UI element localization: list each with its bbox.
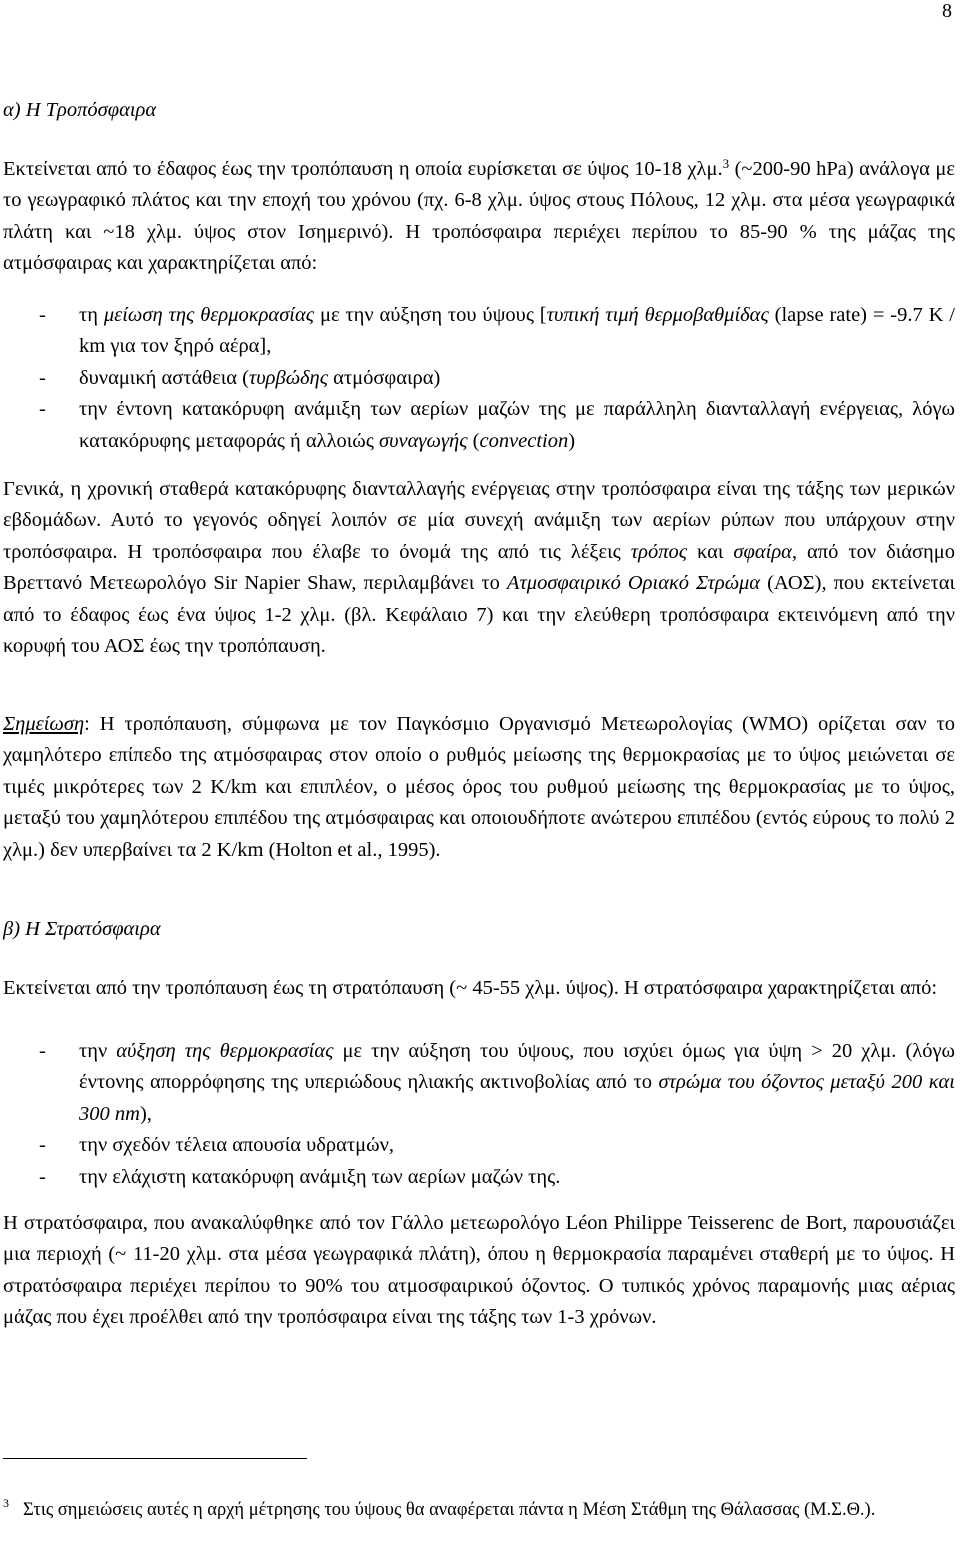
list-item: - την ελάχιστη κατακόρυφη ανάμιξη των αερίων μαζών της. <box>39 1165 561 1188</box>
stratosphere-characteristics-list <box>3 1036 955 1193</box>
list-item: - την σχεδόν τέλεια απουσία υδρατμών, <box>39 1134 395 1157</box>
paragraph-stratosphere-discovery: Η στρατόσφαιρα, που ανακαλύφθηκε από τον Γάλλο μετεωρολόγο Léon Philippe Teisserenc de Bort, παρουσιάζει μια περιοχή (~ 11-20 χλμ. στα μέσα γεωγραφικά πλάτη), όπου η θερμοκρασία παραμένει σταθερή με το ύψος. Η στρατόσφαιρα περιέχει περίπου το 90% του ατμοσφαιρικού όζοντος. Ο τυπικός χρόνος παραμονής μιας αέριας μάζας που έχει προέλθει από την τροπόσφαιρα είναι της τάξης των 1-3 χρόνων. <box>3 1212 955 1329</box>
troposphere-characteristics-list <box>3 300 955 457</box>
footnote-separator <box>3 1458 307 1459</box>
heading-stratosphere: β) Η Στρατόσφαιρα <box>3 918 161 940</box>
list-item: - την έντονη κατακόρυφη ανάμιξη των αερίων μαζών της με παράλληλη διανταλλαγή ενέργειας, λόγω κατακόρυφης μεταφοράς ή αλλοιώς συναγωγής (convection) <box>39 398 955 452</box>
list-item: - την αύξηση της θερμοκρασίας με την αύξηση του ύψους, που ισχύει όμως για ύψη > 20 χλμ. (λόγω έντονης απορρόφησης της υπεριώδους ηλιακής ακτινοβολίας από το στρώμα του όζοντος μεταξύ 200 και 300 nm), <box>39 1040 956 1125</box>
footnote: $^3$ Στις σημειώσεις αυτές η αρχή μέτρησης του ύψους θα αναφέρεται πάντα η Μέση Στάθμη της Θάλασσας (Μ.Σ.Θ.). <box>3 1496 876 1520</box>
note-label: Σημείωση <box>3 713 85 735</box>
paragraph-troposphere-intro: Εκτείνεται από το έδαφος έως την τροπόπαυση η οποία ευρίσκεται σε ύψος 10-18 χλμ.$^3$ (~200-90 hPa) ανάλογα με το γεωγραφικό πλάτος και την εποχή του χρόνου (πχ. 6-8 χλμ. ύψος στους Πόλους, 12 χλμ. στα μέσα γεωγραφικά πλάτη και ~18 χλμ. ύψος στον Ισημερινό). Η τροπόσφαιρα περιέχει περίπου το 85-90 % της μάζας της ατμόσφαιρας και χαρακτηρίζεται από: <box>3 156 955 275</box>
list-item: - δυναμική αστάθεια (τυρβώδης ατμόσφαιρα) <box>39 366 441 389</box>
page-number: 8 <box>942 0 952 22</box>
paragraph-note-wmo: Σημείωση: Η τροπόπαυση, σύμφωνα με τον Παγκόσμιο Οργανισμό Μετεωρολογίας (WMO) ορίζεται σαν το χαμηλότερο επίπεδο της ατμόσφαιρας στον οποίο ο ρυθμός μείωσης της θερμοκρασίας με το ύψος μειώνεται σε τιμές μικρότερες των 2 K/km και επιπλέον, ο μέσος όρος του ρυθμού μείωσης της θερμοκρασίας με το ύψος, μεταξύ του χαμηλότερου επιπέδου της ατμόσφαιρας και οποιουδήποτε ανώτερου επιπέδου (εντός εύρους το πολύ 2 χλμ.) δεν υπερβαίνει τα 2 K/km (Holton et al., 1995). <box>3 713 955 861</box>
list-item: - τη μείωση της θερμοκρασίας με την αύξηση του ύψους [τυπική τιμή θερμοβαθμίδας (lapse rate) = -9.7 K / km για τον ξηρό αέρα], <box>39 304 956 358</box>
paragraph-stratosphere-intro: Εκτείνεται από την τροπόπαυση έως τη στρατόπαυση (~ 45-55 χλμ. ύψος). Η στρατόσφαιρα χαρακτηρίζεται από: <box>3 977 938 999</box>
footnote-ref[interactable]: 3 <box>722 156 730 171</box>
heading-troposphere: α) Η Τροπόσφαιρα <box>3 99 157 121</box>
paragraph-troposphere-mixing: Γενικά, η χρονική σταθερά κατακόρυφης διανταλλαγής ενέργειας στην τροπόσφαιρα είναι της τάξης των μερικών εβδομάδων. Αυτό το γεγονός οδηγεί λοιπόν σε μία συνεχή ανάμιξη των αερίων ρύπων που υπάρχουν στην τροπόσφαιρα. Η τροπόσφαιρα που έλαβε το όνομά της από τις λέξεις τρόπος και σφαίρα, από τον διάσημο Βρεττανό Μετεωρολόγο Sir Napier Shaw, περιλαμβάνει το Ατμοσφαιρικό Οριακό Στρώμα (ΑΟΣ), που εκτείνεται από το έδαφος έως ένα ύψος 1-2 χλμ. (βλ. Κεφάλαιο 7) και την ελεύθερη τροπόσφαιρα εκτεινόμενη από την κορυφή του ΑΟΣ έως την τροπόπαυση. <box>3 478 955 658</box>
